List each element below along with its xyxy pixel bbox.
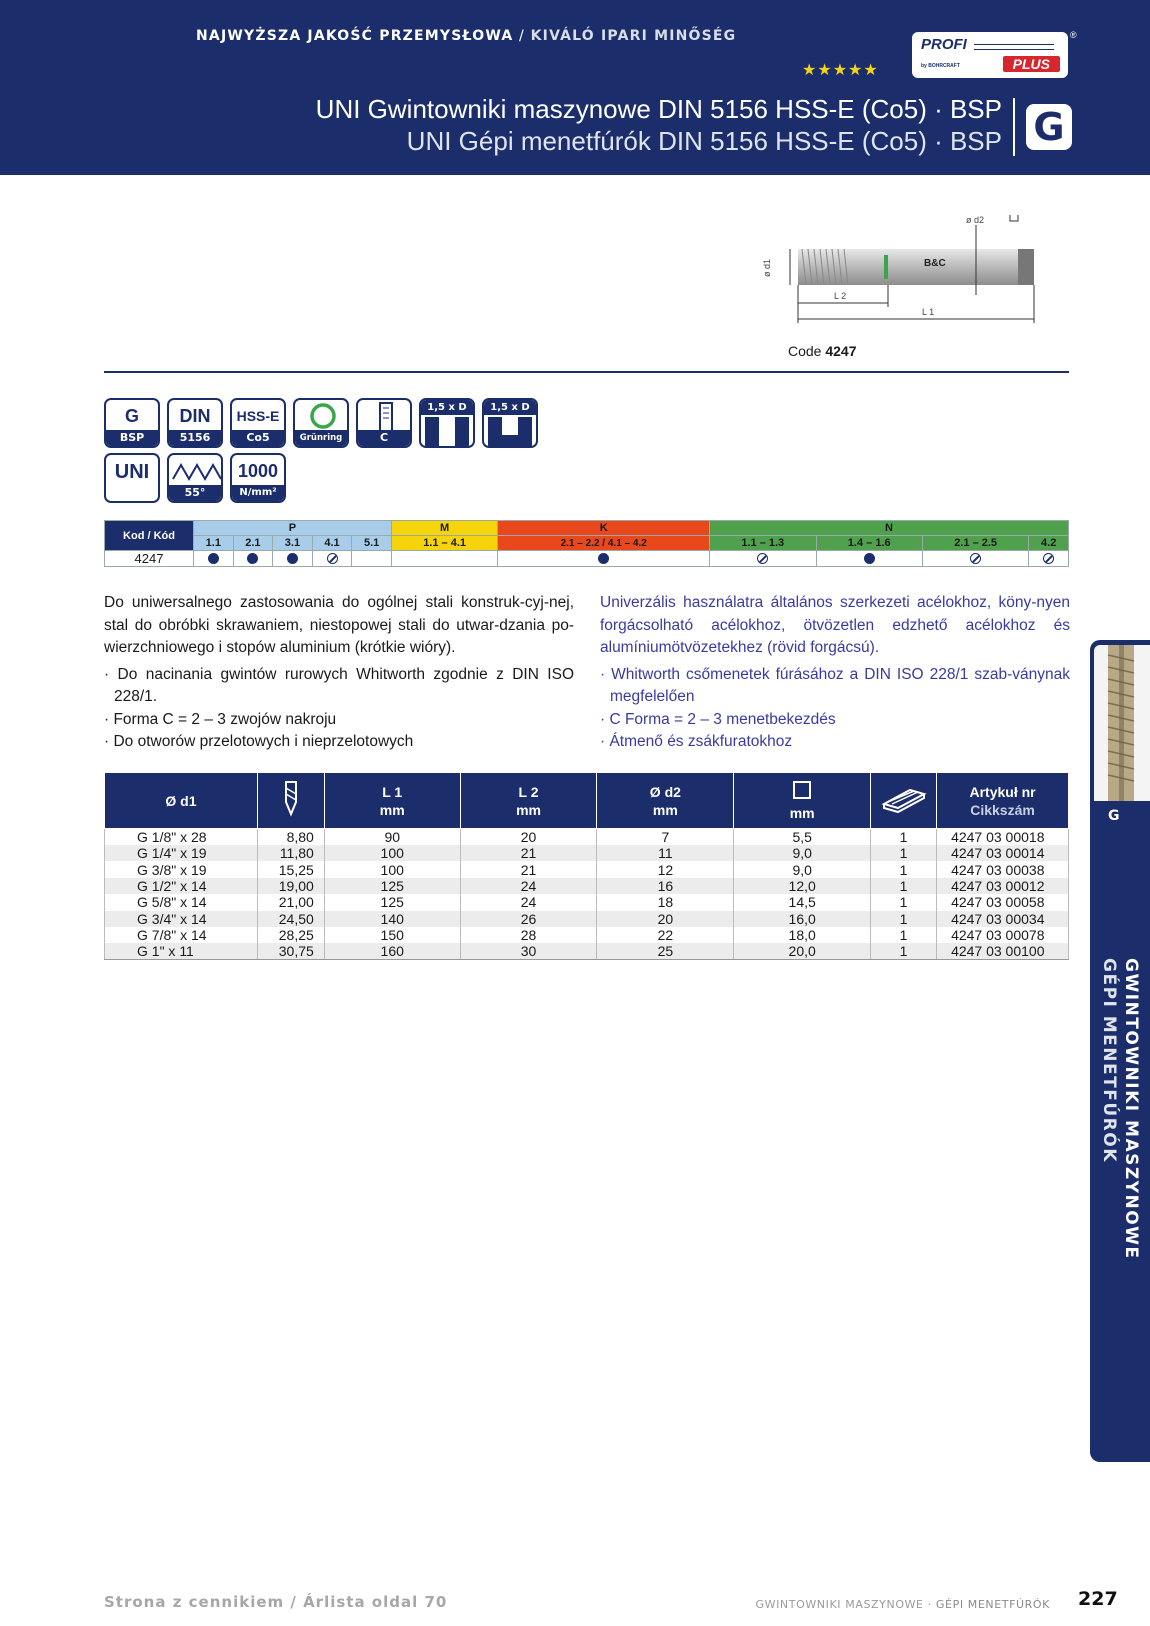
table-cell: 1: [871, 861, 937, 877]
badge-thread-angle: [167, 453, 223, 503]
description-pl-bullet-3: · Do otworów przelotowych i nieprzelotowych: [104, 733, 414, 750]
col-d2-unit: mm: [652, 801, 678, 818]
suitability-cell: [498, 551, 710, 567]
page-title-pl: UNI Gwintowniki maszynowe DIN 5156 HSS-E (Co5) · BSP: [315, 94, 1002, 124]
table-cell: 4247 03 00038: [937, 861, 1069, 877]
logo-plus-text: PLUS: [1003, 56, 1060, 72]
badge-through-hole-label: 1,5 x D: [421, 400, 473, 415]
package-icon: [880, 784, 928, 814]
suitability-cell: [273, 551, 313, 567]
section-divider: [104, 371, 1069, 373]
col-l2-label: L 2: [518, 783, 539, 800]
table-cell: 100: [324, 861, 460, 877]
badge-bsp-bottom: BSP: [106, 430, 158, 446]
col-drill: [257, 773, 324, 829]
table-cell: 150: [324, 927, 460, 943]
logo-drill-icon: [974, 44, 1054, 50]
table-cell: 20: [597, 911, 734, 927]
badge-hss-e: [230, 398, 286, 448]
suitability-cell: [391, 551, 497, 567]
table-cell: 4247 03 00100: [937, 943, 1069, 960]
page-number: 227: [1078, 1588, 1118, 1610]
table-cell: G 1/4" x 19: [105, 845, 258, 861]
table-row: [105, 943, 1069, 960]
table-cell: 21: [460, 861, 597, 877]
table-cell: G 1/2" x 14: [105, 878, 258, 894]
footer-right-pl: GWINTOWNIKI MASZYNOWE: [755, 1598, 924, 1611]
logo-profi-text: PROFI: [921, 36, 967, 53]
full-suitability-icon: [598, 553, 609, 564]
footer-chapter: [755, 1598, 1050, 1611]
table-cell: 28,25: [257, 927, 324, 943]
full-suitability-icon: [287, 553, 298, 564]
description-hu-bullet-1: · Whitworth csőmenetek fúrásához a DIN ISO 228/1 szab-ványnak megfelelően: [600, 665, 1070, 705]
description-pl-para: Do uniwersalnego zastosowania do ogólnej stali konstruk-cyj-nej, stal do obróbki skrawaniem, niestopowej stali do utwar-dzania po-wierzchniowego i stopów aluminium (krótkie wióry).: [104, 594, 574, 656]
table-cell: 100: [324, 845, 460, 861]
badge-blind-hole-label: 1,5 x D: [484, 400, 536, 415]
tagline-separator: /: [513, 28, 531, 44]
badge-grunring-bottom: Grünring: [295, 430, 347, 446]
table-cell: 24,50: [257, 911, 324, 927]
through-hole-icon: [421, 415, 473, 446]
group-k: K: [498, 521, 710, 536]
table-cell: 19,00: [257, 878, 324, 894]
table-cell: 8,80: [257, 829, 324, 846]
group-n: N: [710, 521, 1069, 536]
chapter-side-tab: [1090, 640, 1150, 1462]
subgroup-p5: 5.1: [352, 536, 392, 551]
tagline-pl: NAJWYŻSZA JAKOŚĆ PRZEMYSŁOWA: [196, 28, 514, 44]
badge-through-hole: [419, 398, 475, 448]
table-cell: 28: [460, 927, 597, 943]
table-cell: 9,0: [734, 861, 871, 877]
table-row: [105, 861, 1069, 877]
table-cell: 16,0: [734, 911, 871, 927]
col-l1: [324, 773, 460, 829]
table-row: [105, 894, 1069, 910]
tap-technical-drawing: [760, 215, 1075, 335]
col-square: [734, 773, 871, 829]
col-l2-unit: mm: [516, 801, 541, 818]
square-size-icon: [1010, 215, 1018, 221]
table-cell: 1: [871, 911, 937, 927]
table-cell: 5,5: [734, 829, 871, 846]
footer-right-hu: GÉPI MENETFÚRÓK: [935, 1598, 1050, 1611]
footer-left-hu: Árlista oldal 70: [303, 1593, 448, 1611]
table-cell: 9,0: [734, 845, 871, 861]
badge-din-bottom: 5156: [169, 430, 221, 446]
table-cell: 18: [597, 894, 734, 910]
table-cell: 7: [597, 829, 734, 846]
table-cell: 21,00: [257, 894, 324, 910]
table-cell: 125: [324, 878, 460, 894]
side-tab-letter: G: [1108, 808, 1120, 824]
table-cell: 15,25: [257, 861, 324, 877]
badge-form-c-bottom: C: [358, 430, 410, 446]
table-cell: 4247 03 00012: [937, 878, 1069, 894]
table-cell: 140: [324, 911, 460, 927]
table-cell: 30,75: [257, 943, 324, 960]
suitability-cell: [816, 551, 922, 567]
table-row: [105, 878, 1069, 894]
material-suitability-table: [104, 520, 1069, 567]
table-cell: 1: [871, 894, 937, 910]
side-tab-text-pl: GWINTOWNIKI MASZYNOWE: [1121, 958, 1141, 1260]
code-label: Code: [788, 343, 822, 359]
badge-bsp-top: G: [124, 406, 139, 426]
quality-stars: ★★★★★: [802, 62, 879, 79]
logo-by-text: by BOHRCRAFT: [921, 63, 960, 69]
badge-uni: [104, 453, 160, 503]
suitability-cell: [312, 551, 352, 567]
suitability-cell: [1029, 551, 1069, 567]
side-tab-text: [1098, 958, 1142, 1288]
table-cell: 25: [597, 943, 734, 960]
footer-right-sep: ·: [923, 1598, 936, 1611]
badge-thread-angle-bottom: 55°: [169, 485, 221, 501]
footer-left-pl: Strona z cennikiem: [104, 1593, 285, 1611]
badge-strength-top: 1000: [237, 461, 279, 481]
table-row: [105, 911, 1069, 927]
table-row: [105, 845, 1069, 861]
footer-price-page: [104, 1593, 447, 1611]
table-cell: 1: [871, 878, 937, 894]
description-pl-bullet-1: · Do nacinania gwintów rurowych Whitworth zgodnie z DIN ISO 228/1.: [104, 665, 574, 705]
table-cell: 1: [871, 845, 937, 861]
partial-suitability-icon: [757, 553, 768, 564]
tap-form-icon: [358, 400, 410, 432]
table-cell: 11: [597, 845, 734, 861]
table-cell: G 3/4" x 14: [105, 911, 258, 927]
subgroup-k1: 2.1 – 2.2 / 4.1 – 4.2: [498, 536, 710, 551]
table-cell: 4247 03 00078: [937, 927, 1069, 943]
suitability-cell: [922, 551, 1028, 567]
table-cell: 24: [460, 894, 597, 910]
table-cell: G 5/8" x 14: [105, 894, 258, 910]
square-icon: [792, 780, 812, 800]
thread-profile-icon: [169, 455, 221, 487]
registered-mark: ®: [1070, 30, 1077, 40]
table-cell: G 1/8" x 28: [105, 829, 258, 846]
badge-hss-e-top: HSS-E: [236, 408, 280, 424]
label-d2: ø d2: [966, 215, 985, 225]
page-header: [0, 0, 1150, 175]
suitability-cell: [233, 551, 273, 567]
description-hu-bullet-2: · C Forma = 2 – 3 menetbekezdés: [600, 710, 836, 728]
col-pack: [871, 773, 937, 829]
table-cell: G 1" x 11: [105, 943, 258, 960]
description-hu: [600, 592, 1070, 754]
table-cell: 22: [597, 927, 734, 943]
tap-shank: [798, 249, 1034, 285]
col-d2: [597, 773, 734, 829]
subgroup-p3: 3.1: [273, 536, 313, 551]
table-cell: 21: [460, 845, 597, 861]
table-cell: G 3/8" x 19: [105, 861, 258, 877]
table-cell: 30: [460, 943, 597, 960]
col-l2: [460, 773, 597, 829]
footer-left-sep: /: [284, 1593, 304, 1611]
col-article-pl: Artykuł nr: [969, 783, 1036, 800]
badge-din-top: DIN: [179, 406, 211, 426]
table-cell: 1: [871, 927, 937, 943]
tagline-hu: KIVÁLÓ IPARI MINŐSÉG: [530, 28, 737, 44]
description-pl: [104, 592, 574, 754]
table-cell: 1: [871, 943, 937, 960]
table-cell: 14,5: [734, 894, 871, 910]
table-cell: 4247 03 00034: [937, 911, 1069, 927]
material-code: 4247: [105, 551, 194, 567]
shank-brand-text: B&C: [924, 258, 946, 269]
col-d1: Ø d1: [105, 773, 258, 829]
section-letter-badge: G: [1026, 104, 1072, 150]
col-square-unit: mm: [789, 804, 815, 821]
partial-suitability-icon: [1043, 553, 1054, 564]
title-divider: [1013, 98, 1015, 156]
col-l1-unit: mm: [379, 801, 405, 818]
col-l1-label: L 1: [382, 783, 403, 800]
table-cell: 4247 03 00018: [937, 829, 1069, 846]
group-m: M: [391, 521, 497, 536]
table-cell: 1: [871, 829, 937, 846]
subgroup-p2: 2.1: [233, 536, 273, 551]
table-cell: 20,0: [734, 943, 871, 960]
side-tab-text-hu: GÉPI MENETFÚRÓK: [1099, 958, 1119, 1163]
full-suitability-icon: [247, 553, 258, 564]
badge-strength: [230, 453, 286, 503]
product-code: [788, 343, 857, 359]
table-cell: 11,80: [257, 845, 324, 861]
table-cell: 12,0: [734, 878, 871, 894]
table-cell: 16: [597, 878, 734, 894]
table-cell: 125: [324, 894, 460, 910]
table-cell: 18,0: [734, 927, 871, 943]
table-cell: 26: [460, 911, 597, 927]
table-cell: 4247 03 00058: [937, 894, 1069, 910]
code-value: 4247: [825, 343, 857, 359]
full-suitability-icon: [208, 553, 219, 564]
col-d2-label: Ø d2: [649, 783, 681, 800]
subgroup-n2: 1.4 – 1.6: [816, 536, 922, 551]
table-cell: 12: [597, 861, 734, 877]
subgroup-p1: 1.1: [194, 536, 234, 551]
subgroup-p4: 4.1: [312, 536, 352, 551]
table-cell: 24: [460, 878, 597, 894]
group-p: P: [194, 521, 392, 536]
drill-bit-icon: [274, 780, 308, 818]
subgroup-n3: 2.1 – 2.5: [922, 536, 1028, 551]
table-row: [105, 927, 1069, 943]
kod-header: Kod / Kód: [105, 521, 194, 551]
suitability-cell: [194, 551, 234, 567]
green-ring-icon: [295, 400, 347, 432]
label-l2: L 2: [834, 291, 847, 301]
description-pl-bullet-2: · Forma C = 2 – 3 zwojów nakroju: [104, 710, 337, 728]
suitability-cell: [352, 551, 392, 567]
tap-photo: [1094, 645, 1150, 801]
badge-uni-top: UNI: [114, 461, 150, 483]
partial-suitability-icon: [327, 553, 338, 564]
page-title-hu: UNI Gépi menetfúrók DIN 5156 HSS-E (Co5) · BSP: [406, 126, 1002, 156]
blind-hole-icon: [484, 415, 536, 446]
badge-grunring: [293, 398, 349, 448]
table-cell: 20: [460, 829, 597, 846]
suitability-cell: [710, 551, 816, 567]
badge-din: [167, 398, 223, 448]
col-article-hu: Cikkszám: [970, 801, 1035, 818]
product-spec-table: [104, 772, 1069, 960]
subgroup-n4: 4.2: [1029, 536, 1069, 551]
table-cell: 160: [324, 943, 460, 960]
partial-suitability-icon: [970, 553, 981, 564]
badge-bsp: [104, 398, 160, 448]
label-d1: ø d1: [762, 258, 772, 277]
table-cell: 4247 03 00014: [937, 845, 1069, 861]
description-hu-bullet-3: · Átmenő és zsákfuratokhoz: [600, 733, 793, 750]
badge-blind-hole: [482, 398, 538, 448]
profi-plus-logo: [912, 32, 1068, 78]
badge-form-c: [356, 398, 412, 448]
table-cell: 90: [324, 829, 460, 846]
table-cell: G 7/8" x 14: [105, 927, 258, 943]
badge-hss-e-bottom: Co5: [232, 430, 284, 446]
subgroup-m1: 1.1 – 4.1: [391, 536, 497, 551]
tagline: [196, 28, 736, 44]
full-suitability-icon: [864, 553, 875, 564]
table-row: [105, 829, 1069, 846]
subgroup-n1: 1.1 – 1.3: [710, 536, 816, 551]
description-hu-para: Univerzális használatra általános szerkezeti acélokhoz, köny-nyen forgácsolható acélokhoz, ötvözetlen edzhető acélokhoz és alumíniumötvözetekhez (rövid forgácsú).: [600, 594, 1070, 656]
label-l1: L 1: [922, 307, 935, 317]
col-article: [937, 773, 1069, 829]
badge-strength-bottom: N/mm²: [232, 485, 284, 501]
